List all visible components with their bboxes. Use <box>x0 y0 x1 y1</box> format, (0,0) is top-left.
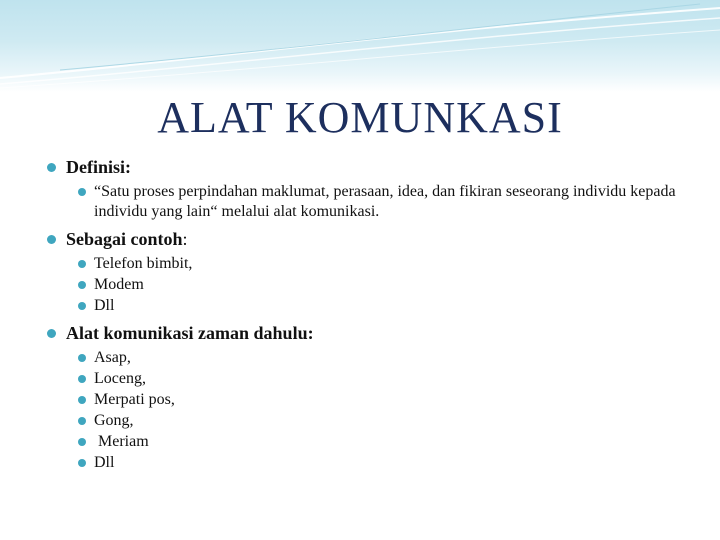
bullet-dot-icon <box>78 459 86 467</box>
sub-bullet <box>44 453 684 473</box>
definition-text: “Satu proses perpindahan maklumat, perasaan, idea, dan fikiran seseorang individu kepada individu yang lain“ melalui alat komunikasi. <box>94 183 676 220</box>
sub-bullet <box>44 390 684 410</box>
list-item: Telefon bimbit, <box>94 255 193 272</box>
header-swoosh <box>0 0 720 92</box>
sub-bullet <box>44 254 684 274</box>
header-decoration <box>0 0 720 92</box>
bullet-definisi <box>44 156 684 178</box>
bullet-dot-icon <box>47 235 56 244</box>
list-item: Gong, <box>94 412 134 429</box>
list-item: Dll <box>94 454 115 471</box>
sub-bullet <box>44 369 684 389</box>
bullet-dot-icon <box>78 417 86 425</box>
sub-bullet <box>44 296 684 316</box>
slide-content <box>44 150 684 474</box>
section-label: Definisi: <box>66 157 131 177</box>
bullet-dot-icon <box>78 396 86 404</box>
bullet-dot-icon <box>78 375 86 383</box>
sub-bullet <box>44 411 684 431</box>
bullet-dot-icon <box>78 188 86 196</box>
list-item: Modem <box>94 276 144 293</box>
list-item: Meriam <box>94 433 149 450</box>
list-item: Loceng, <box>94 370 146 387</box>
slide-title: ALAT KOMUNKASI <box>157 93 563 142</box>
bullet-dot-icon <box>78 260 86 268</box>
list-item: Dll <box>94 297 115 314</box>
bullet-dot-icon <box>47 329 56 338</box>
sub-bullet <box>44 348 684 368</box>
section-label-suffix: : <box>182 229 188 249</box>
list-item: Asap, <box>94 349 131 366</box>
section-label: Sebagai contoh <box>66 229 183 249</box>
sub-bullet <box>44 275 684 295</box>
bullet-dot-icon <box>78 354 86 362</box>
bullet-dot-icon <box>78 302 86 310</box>
bullet-alat-zaman-dahulu <box>44 322 684 344</box>
sub-bullet <box>44 432 684 452</box>
list-item: Merpati pos, <box>94 391 175 408</box>
bullet-dot-icon <box>47 163 56 172</box>
bullet-dot-icon <box>78 281 86 289</box>
bullet-sebagai-contoh <box>44 228 684 250</box>
sub-bullet <box>44 182 684 222</box>
bullet-dot-icon <box>78 438 86 446</box>
section-label: Alat komunikasi zaman dahulu: <box>66 323 314 343</box>
